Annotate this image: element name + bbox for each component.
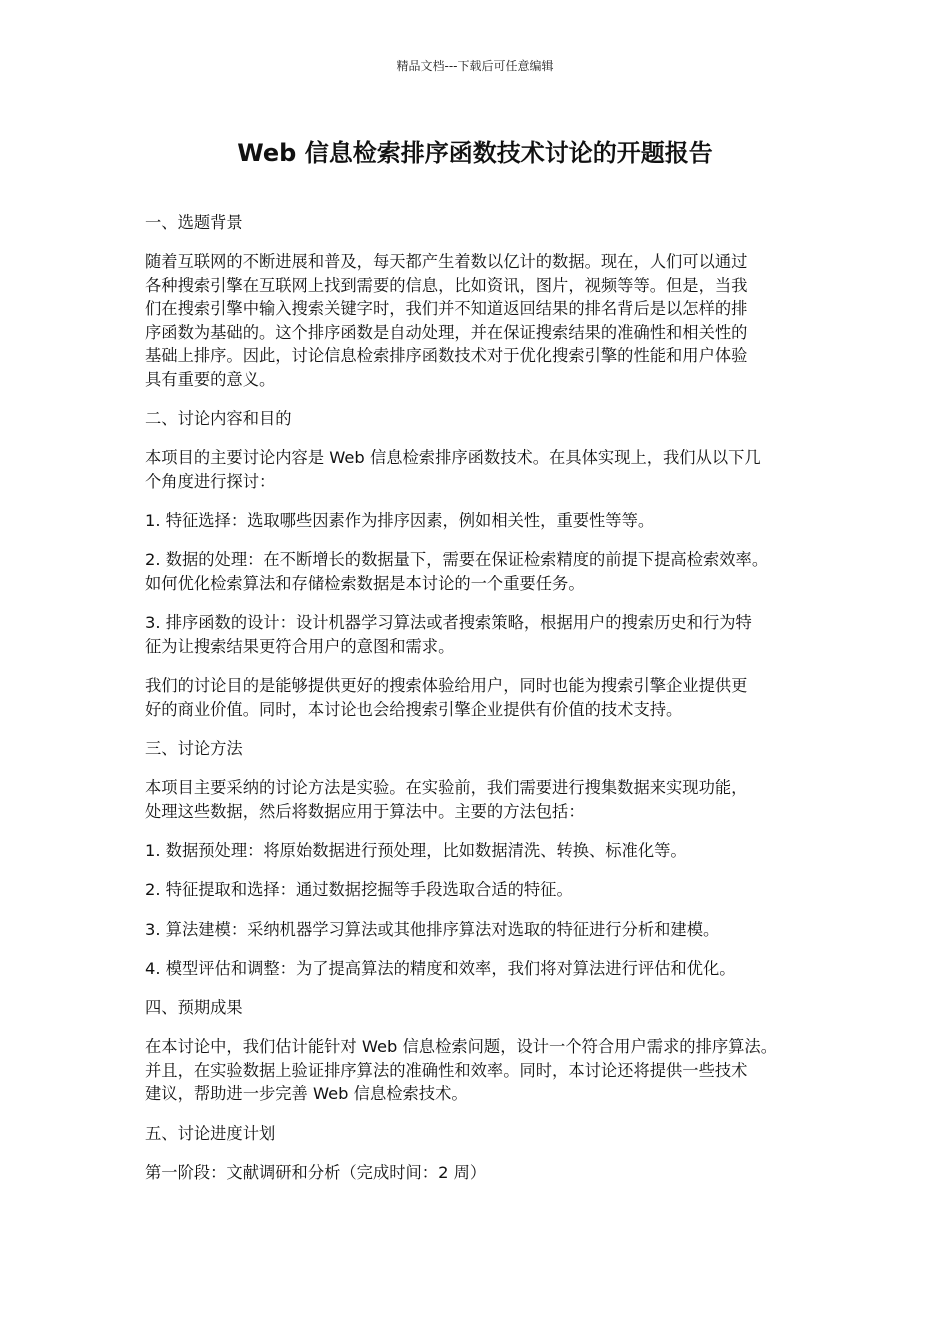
text-line: 们在搜索引擎中输入搜索关键字时，我们并不知道返回结果的排名背后是以怎样的排 [145,299,748,319]
text-line: 1. 数据预处理：将原始数据进行预处理，比如数据清洗、转换、标准化等。 [145,840,687,860]
text-line: 具有重要的意义。 [145,369,276,389]
text-line: 基础上排序。因此，讨论信息检索排序函数技术对于优化搜索引擎的性能和用户体验 [145,346,748,366]
paragraph [145,674,825,721]
text-line: 三、讨论方法 [145,738,243,758]
header-note: 精品文档---下载后可任意编辑 [396,59,554,73]
paragraph [145,839,825,863]
text-line: 3. 算法建模：采纳机器学习算法或其他排序算法对选取的特征进行分析和建模。 [145,919,720,939]
text-line: 一、选题背景 [145,213,243,232]
text-line: 本项目主要采纳的讨论方法是实验。在实验前，我们需要进行搜集数据来实现功能， [145,778,748,798]
text-line: 好的商业价值。同时，本讨论也会给搜索引擎企业提供有价值的技术支持。 [145,699,683,719]
text-line: 本项目的主要讨论内容是 Web 信息检索排序函数技术。在具体实现上，我们从以下几 [145,448,761,468]
text-line: 五、讨论进度计划 [145,1123,276,1143]
paragraph [145,918,825,942]
document-body [145,211,825,1200]
paragraph [145,548,825,595]
text-line: 4. 模型评估和调整：为了提高算法的精度和效率，我们将对算法进行评估和优化。 [145,958,736,978]
section-heading [145,211,825,235]
section-heading [145,996,825,1020]
paragraph [145,509,825,533]
text-line: 1. 特征选择：选取哪些因素作为排序因素，例如相关性，重要性等等。 [145,511,655,531]
text-line: 二、讨论内容和目的 [145,409,292,429]
text-line: 建议，帮助进一步完善 Web 信息检索技术。 [145,1084,468,1104]
text-line: 四、预期成果 [145,998,243,1018]
paragraph [145,776,825,823]
section-heading [145,407,825,431]
document-title: Web 信息检索排序函数技术讨论的开题报告 [237,139,713,167]
paragraph [145,957,825,981]
text-line: 2. 特征提取和选择：通过数据挖掘等手段选取合适的特征。 [145,880,573,900]
section-heading [145,1122,825,1146]
text-line: 各种搜索引擎在互联网上找到需要的信息，比如资讯，图片，视频等等。但是，当我 [145,275,748,295]
paragraph [145,878,825,902]
text-line: 处理这些数据，然后将数据应用于算法中。主要的方法包括： [145,801,585,821]
text-line: 在本讨论中，我们估计能针对 Web 信息检索问题，设计一个符合用户需求的排序算法。 [145,1037,777,1057]
text-line: 2. 数据的处理：在不断增长的数据量下，需要在保证检索精度的前提下提高检索效率。 [145,550,769,570]
text-line: 序函数为基础的。这个排序函数是自动处理，并在保证搜索结果的准确性和相关性的 [145,322,748,342]
paragraph [145,1161,825,1185]
text-line: 3. 排序函数的设计：设计机器学习算法或者搜索策略，根据用户的搜索历史和行为特 [145,613,752,633]
text-line: 如何优化检索算法和存储检索数据是本讨论的一个重要任务。 [145,573,585,593]
section-heading [145,737,825,761]
text-line: 并且，在实验数据上验证排序算法的准确性和效率。同时，本讨论还将提供一些技术 [145,1060,748,1080]
text-line: 我们的讨论目的是能够提供更好的搜索体验给用户，同时也能为搜索引擎企业提供更 [145,676,748,696]
text-line: 个角度进行探讨： [145,471,276,491]
paragraph [145,611,825,658]
paragraph [145,446,825,493]
paragraph [145,250,825,391]
text-line: 随着互联网的不断进展和普及，每天都产生着数以亿计的数据。现在，人们可以通过 [145,252,748,272]
text-line: 第一阶段：文献调研和分析（完成时间：2 周） [145,1163,487,1183]
paragraph [145,1035,825,1106]
text-line: 征为让搜索结果更符合用户的意图和需求。 [145,636,455,656]
